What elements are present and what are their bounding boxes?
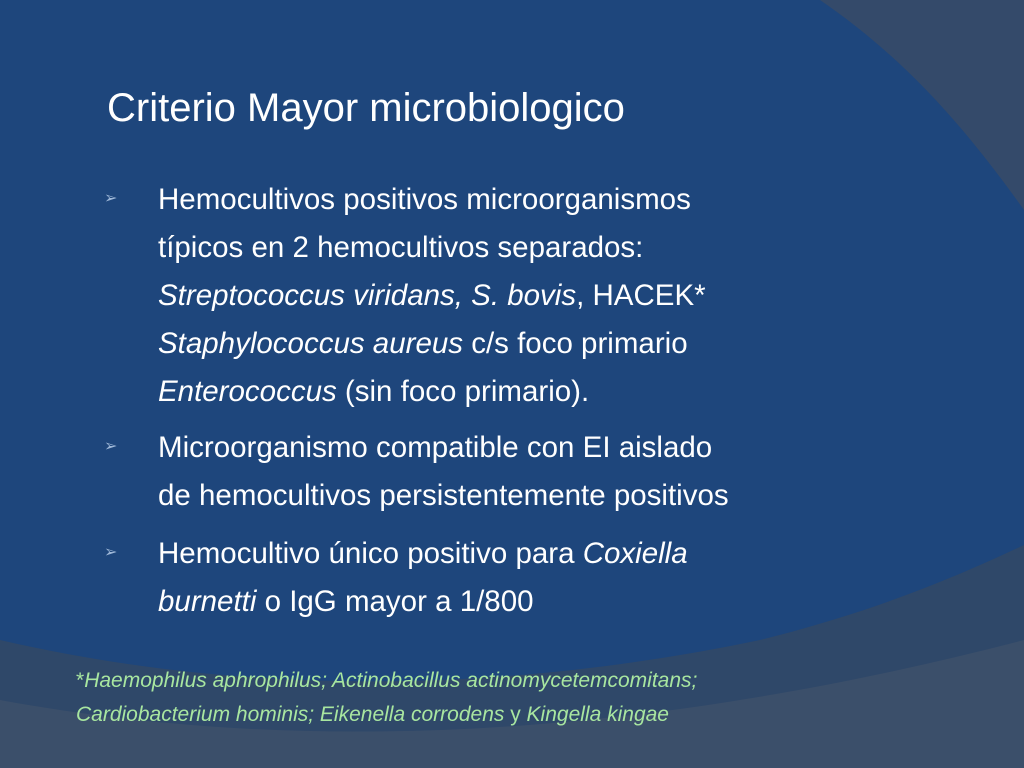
organism-name: Streptococcus viridans, S. bovis bbox=[158, 279, 577, 312]
bullet-line: Hemocultivo único positivo para Coxiella bbox=[158, 537, 688, 570]
bullet-text bbox=[158, 530, 948, 626]
bullet-line: Streptococcus viridans, S. bovis, HACEK* bbox=[158, 279, 706, 312]
organism-name: Enterococcus bbox=[158, 375, 337, 408]
bullet-arrow-icon: ➢ bbox=[104, 544, 118, 561]
bullet-line: de hemocultivos persistentemente positivos bbox=[158, 479, 729, 512]
bullet-line: Staphylococcus aureus c/s foco primario bbox=[158, 327, 688, 360]
bullet-line: Microorganismo compatible con EI aislado bbox=[158, 431, 713, 464]
bullet-arrow-icon: ➢ bbox=[104, 438, 118, 455]
organism-name: Staphylococcus aureus bbox=[158, 327, 464, 360]
bullet-line: Hemocultivos positivos microorganismos bbox=[158, 183, 691, 216]
bullet-arrow-icon: ➢ bbox=[104, 190, 118, 207]
bullet-line: Enterococcus (sin foco primario). bbox=[158, 375, 590, 408]
organism-name: Coxiella bbox=[582, 537, 688, 570]
bullet-line: típicos en 2 hemocultivos separados: bbox=[158, 231, 644, 264]
organism-name: burnetti bbox=[158, 585, 257, 618]
slide-title: Criterio Mayor microbiologico bbox=[107, 86, 625, 130]
footnote bbox=[76, 664, 976, 732]
bullet-line: burnetti o IgG mayor a 1/800 bbox=[158, 585, 534, 618]
footnote-line: *Haemophilus aphrophilus; Actinobacillus actinomycetemcomitans; bbox=[76, 669, 698, 692]
bullet-text bbox=[158, 176, 948, 416]
bullet-text bbox=[158, 424, 948, 520]
footnote-line: Cardiobacterium hominis; Eikenella corrodens y Kingella kingae bbox=[76, 703, 669, 726]
